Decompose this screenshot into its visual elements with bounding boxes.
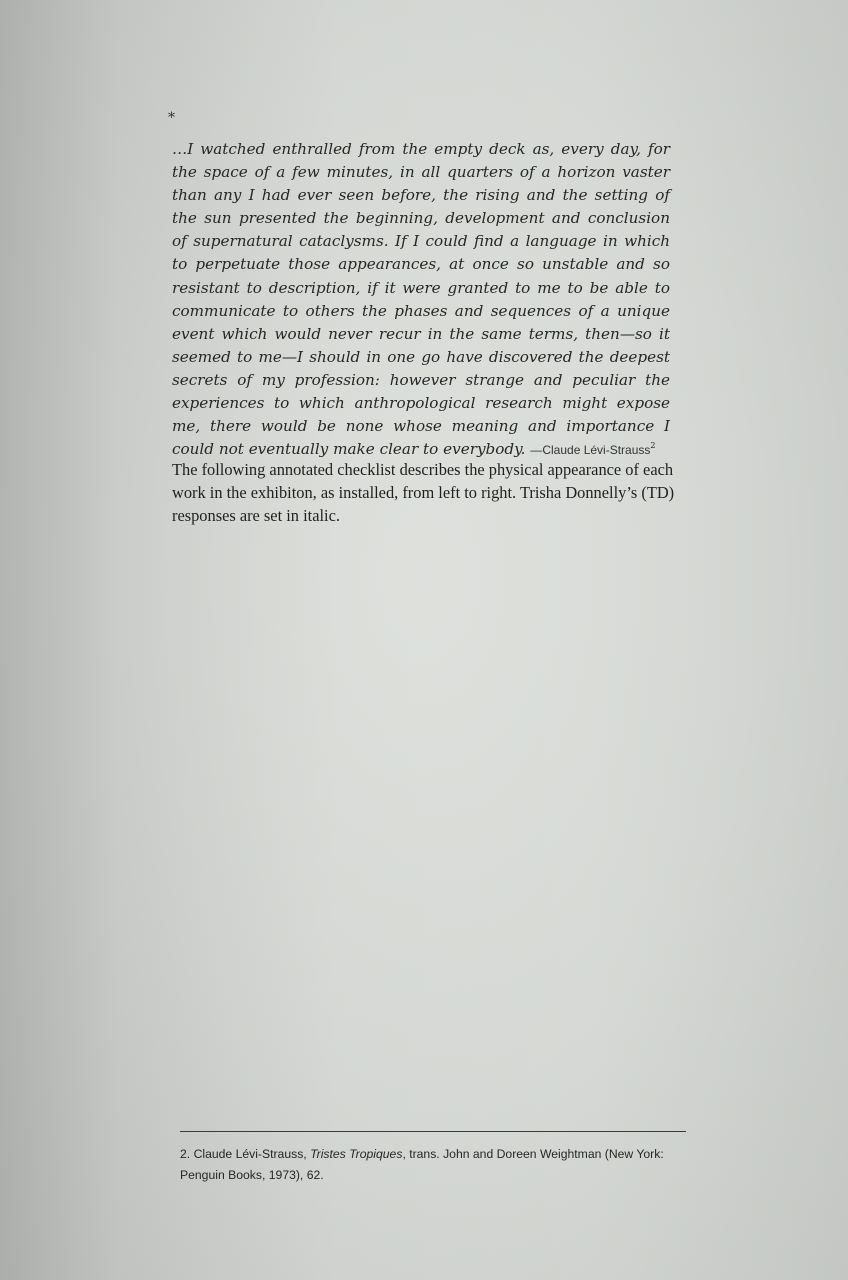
footnote-details: , trans. John and Doreen Weightman (New York: Penguin Books, 1973), 62. xyxy=(180,1147,664,1182)
quote-attribution: —Claude Lévi-Strauss xyxy=(530,443,651,458)
footnote xyxy=(180,1144,692,1186)
section-marker: * xyxy=(168,110,175,126)
footnote-number: 2. xyxy=(180,1147,191,1161)
quote-text: …I watched enthralled from the empty deck as, every day, for the space of a few minutes, in all quarters of a horizon vaster than any I had ever seen before, the rising and the setting of the sun presented the beginning, development and conclusion of supernatural cataclysms. If I could find a language in which to perpetuate those appearances, at once so unstable and so resistant to description, if it were granted to me to be able to communicate to others the phases and sequences of a unique event which would never recur in the same terms, then—so it seemed to me—I should in one go have discovered the deepest secrets of my profession: however strange and peculiar the experiences to which anthropological research might expose me, there would be none whose meaning and importance I could not eventually make clear to everybody. xyxy=(172,140,670,459)
intro-paragraph: The following annotated checklist describes the physical appearance of each work in the exhibiton, as installed, from left to right. Trisha Donnelly’s (TD) responses are set in italic. xyxy=(172,460,675,526)
footnote-reference: 2 xyxy=(650,441,656,451)
footnote-divider xyxy=(180,1131,686,1132)
epigraph-quote xyxy=(172,138,670,462)
footnote-author: Claude Lévi-Strauss, xyxy=(193,1147,307,1161)
footnote-book-title: Tristes Tropiques xyxy=(310,1147,403,1161)
